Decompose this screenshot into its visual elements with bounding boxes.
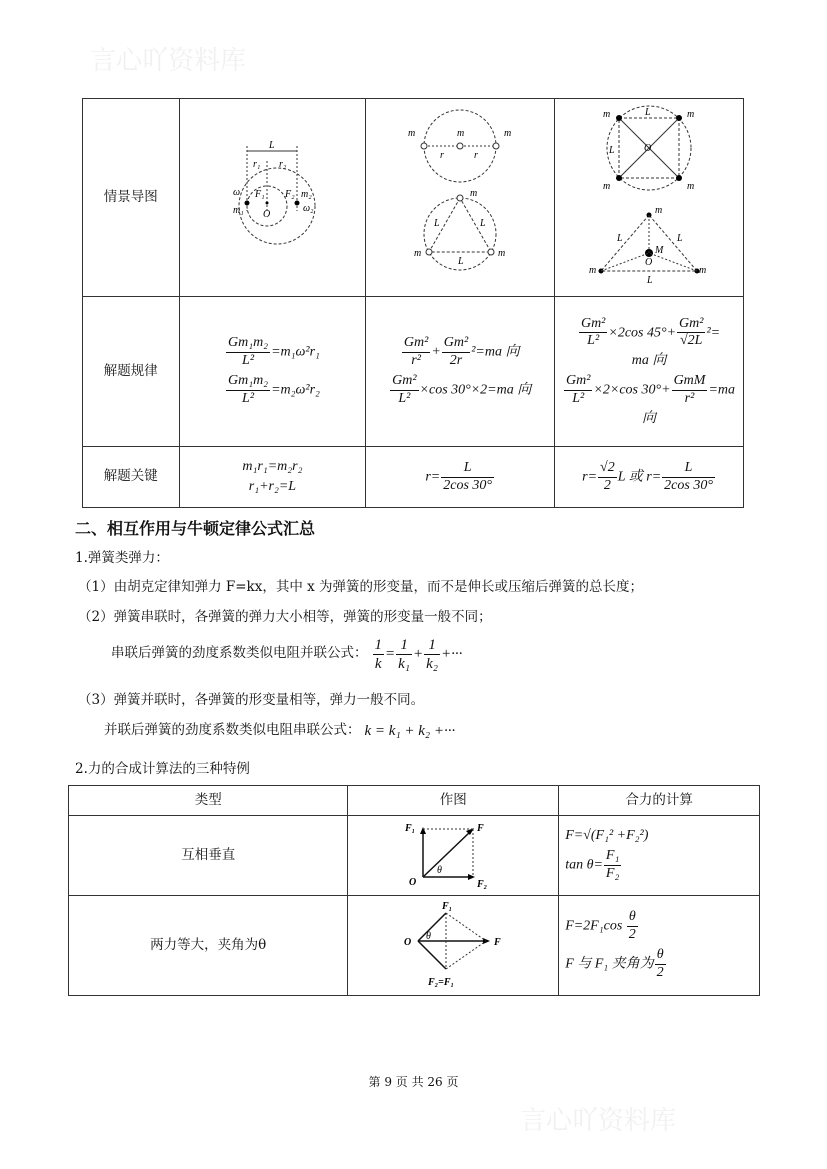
fraction xyxy=(655,947,666,982)
numerator: L xyxy=(441,460,494,478)
formula-text: ×2cos 45°+ xyxy=(608,325,677,341)
formula-text: r= xyxy=(582,469,598,485)
denominator: r² xyxy=(411,353,421,369)
fraction xyxy=(579,316,607,351)
formula-line xyxy=(565,848,759,883)
svg-text:L: L xyxy=(677,233,683,244)
svg-text:L: L xyxy=(609,145,615,156)
fraction xyxy=(627,909,638,944)
fraction xyxy=(424,636,440,673)
denominator: k xyxy=(374,655,382,672)
calc-cell xyxy=(559,896,760,996)
svg-text:O: O xyxy=(404,936,412,948)
formula-cell xyxy=(555,297,744,447)
formula-text: ²= xyxy=(706,325,721,341)
formula-line xyxy=(555,353,743,370)
paragraph: （3）弹簧并联时，各弹簧的形变量相等，弹力一般不同。 xyxy=(78,692,425,708)
denominator: L² xyxy=(572,390,585,406)
numerator: Gm² xyxy=(390,373,418,391)
denominator: r² xyxy=(684,390,695,406)
numerator: Gm² xyxy=(402,335,430,353)
svg-text:L: L xyxy=(434,217,440,229)
svg-text:O: O xyxy=(644,143,652,154)
type-cell: 互相垂直 xyxy=(69,816,348,896)
formula-cell xyxy=(179,447,366,508)
svg-text:m: m xyxy=(408,127,416,139)
paragraph: 2.力的合成计算法的三种特例 xyxy=(75,761,250,777)
svg-text:M: M xyxy=(655,245,664,256)
formula-line xyxy=(366,373,554,408)
formula-line xyxy=(366,335,554,370)
formula-line xyxy=(180,479,366,496)
formula-cell xyxy=(555,447,744,508)
svg-text:m: m xyxy=(699,265,707,276)
row-label: 解题关键 xyxy=(83,447,180,508)
svg-text:O: O xyxy=(409,876,417,888)
formula-text: = xyxy=(385,645,396,662)
svg-text:F: F xyxy=(494,936,501,948)
numerator: 1 xyxy=(424,636,440,655)
svg-text:θ: θ xyxy=(426,930,432,942)
series-spring-line xyxy=(111,634,462,674)
fraction xyxy=(672,373,708,408)
svg-text:m₁: m₁ xyxy=(233,204,245,216)
paragraph: 并联后弹簧的劲度系数类似电阻串联公式： xyxy=(104,722,361,739)
fraction xyxy=(442,335,470,370)
formula-line xyxy=(565,909,759,944)
row-label: 情景导图 xyxy=(83,99,180,297)
svg-text:ω: ω xyxy=(233,186,241,198)
fraction xyxy=(441,460,494,495)
calc-cell xyxy=(559,816,760,896)
svg-text:m: m xyxy=(589,265,597,276)
svg-text:L: L xyxy=(617,233,623,244)
denominator: F₂ xyxy=(605,865,620,881)
svg-text:L: L xyxy=(645,107,651,118)
formula-line xyxy=(555,316,743,351)
type-cell: 两力等大，夹角为θ xyxy=(69,896,348,996)
paragraph: （1）由胡克定律知弹力 F=kx，其中 x 为弹簧的形变量，而不是伸长或压缩后弹簧的总长度； xyxy=(78,579,644,595)
svg-text:m: m xyxy=(457,127,465,139)
formula-text: + xyxy=(431,344,441,360)
fraction xyxy=(226,335,270,370)
formula-line xyxy=(366,460,554,495)
column-header: 作图 xyxy=(348,786,559,816)
denominator: 2cos 30° xyxy=(664,477,713,493)
svg-text:m: m xyxy=(498,247,506,259)
formula-text: F 与 F₁ 夹角为 xyxy=(565,956,654,972)
formula-line xyxy=(565,947,759,982)
numerator: Gm² xyxy=(677,316,705,334)
diagram-quad-star xyxy=(555,99,744,297)
fraction xyxy=(373,636,385,673)
svg-text:r: r xyxy=(474,149,479,161)
svg-text:O: O xyxy=(263,208,271,220)
fraction xyxy=(677,316,705,351)
fraction xyxy=(402,335,430,370)
formula-cell xyxy=(366,447,555,508)
formula-line xyxy=(555,411,743,428)
parallel-spring-line xyxy=(104,720,455,742)
denominator: 2r xyxy=(449,353,463,369)
denominator: L² xyxy=(398,390,411,406)
star-systems-table xyxy=(82,98,744,508)
formula-text: =ma xyxy=(708,382,736,398)
diagram-triple-star xyxy=(366,99,555,297)
formula-line xyxy=(565,828,759,845)
formula-line xyxy=(555,460,743,495)
formula-text: ×cos 30°×2=ma 向 xyxy=(419,382,532,398)
series-spring-formula xyxy=(372,636,463,673)
formula-text: k = k₁ + k₂ +··· xyxy=(364,723,456,739)
svg-text:F: F xyxy=(477,822,484,834)
denominator: 2 xyxy=(628,927,636,943)
force-composition-table xyxy=(68,785,760,996)
denominator: L² xyxy=(242,353,255,369)
numerator: √2 xyxy=(598,460,617,478)
formula-text: ma 向 xyxy=(631,353,667,369)
svg-text:F₁: F₁ xyxy=(405,822,416,834)
svg-text:F₁: F₁ xyxy=(442,900,453,912)
formula-text: r= xyxy=(425,469,441,485)
svg-text:F₁: F₁ xyxy=(255,188,266,200)
paragraph: （2）弹簧串联时，各弹簧的弹力大小相等，弹簧的形变量一般不同； xyxy=(78,609,492,625)
formula-text: F=√(F₁² +F₂²) xyxy=(565,828,649,844)
fraction xyxy=(598,460,617,495)
denominator: k₁ xyxy=(398,655,410,672)
formula-line xyxy=(180,459,366,476)
numerator: Gm² xyxy=(442,335,470,353)
parallel-spring-formula xyxy=(365,722,456,740)
formula-line xyxy=(180,335,366,370)
denominator: k₂ xyxy=(426,655,438,672)
column-header: 类型 xyxy=(69,786,348,816)
formula-text: m₁r₁=m₂r₂ xyxy=(242,458,303,474)
paragraph: 1.弹簧类弹力： xyxy=(75,550,169,566)
paragraph: 串联后弹簧的劲度系数类似电阻并联公式： xyxy=(111,645,368,662)
diagram-perpendicular-forces xyxy=(348,816,559,896)
page-footer: 第 9 页 共 26 页 xyxy=(368,1075,459,1089)
formula-text: ²=ma 向 xyxy=(471,344,520,360)
numerator: L xyxy=(662,460,715,478)
svg-text:F₂: F₂ xyxy=(285,188,296,200)
svg-text:m: m xyxy=(687,109,695,120)
svg-text:m₂: m₂ xyxy=(301,188,313,200)
numerator: GmM xyxy=(672,373,708,391)
svg-text:O: O xyxy=(645,257,653,268)
svg-text:m: m xyxy=(504,127,512,139)
svg-text:m: m xyxy=(603,109,611,120)
numerator: Gm₁m₂ xyxy=(226,335,270,353)
formula-cell xyxy=(366,297,555,447)
svg-text:F₂=F₁: F₂=F₁ xyxy=(428,976,455,988)
fraction xyxy=(226,373,270,408)
row-label: 解题规律 xyxy=(83,297,180,447)
denominator: L² xyxy=(587,333,600,349)
denominator: L² xyxy=(242,390,255,406)
numerator: Gm² xyxy=(579,316,607,334)
svg-text:ω₂: ω₂ xyxy=(303,202,314,214)
watermark: 言心吖资料库 xyxy=(90,46,247,76)
svg-text:L: L xyxy=(647,275,653,286)
formula-text: +··· xyxy=(441,645,463,662)
svg-text:F₂: F₂ xyxy=(477,878,488,889)
fraction xyxy=(396,636,412,673)
denominator: √2L xyxy=(680,333,703,349)
fraction xyxy=(604,848,621,883)
svg-text:m: m xyxy=(414,247,422,259)
formula-text: L 或 r= xyxy=(617,469,662,485)
fraction xyxy=(390,373,418,408)
svg-text:L: L xyxy=(480,217,486,229)
numerator: θ xyxy=(655,947,666,965)
numerator: F₁ xyxy=(604,848,621,866)
section-title: 二、相互作用与牛顿定律公式汇总 xyxy=(75,519,316,538)
fraction xyxy=(564,373,592,408)
formula-text: r₁+r₂=L xyxy=(248,478,297,494)
numerator: θ xyxy=(627,909,638,927)
formula-text: F=2F₁cos xyxy=(565,918,626,934)
column-header: 合力的计算 xyxy=(559,786,760,816)
diagram-equal-forces xyxy=(348,896,559,996)
formula-line xyxy=(180,373,366,408)
fraction xyxy=(662,460,715,495)
denominator: 2 xyxy=(656,964,664,980)
formula-cell xyxy=(179,297,366,447)
svg-text:r₁: r₁ xyxy=(253,158,261,170)
formula-text: =m₂ω²r₂ xyxy=(271,382,320,398)
numerator: 1 xyxy=(396,636,412,655)
svg-text:m: m xyxy=(603,181,611,192)
diagram-binary-star xyxy=(179,99,366,297)
formula-text: ×2×cos 30°+ xyxy=(593,382,671,398)
svg-text:L: L xyxy=(458,255,464,267)
formula-text: 向 xyxy=(642,410,657,426)
svg-text:r₂: r₂ xyxy=(279,158,287,170)
numerator: 1 xyxy=(374,636,382,653)
denominator: 2 xyxy=(603,477,611,493)
formula-text: tan θ= xyxy=(565,857,603,873)
formula-text: + xyxy=(413,645,424,662)
svg-text:θ: θ xyxy=(437,864,443,876)
formula-text: =m₁ω²r₁ xyxy=(271,344,320,360)
svg-text:m: m xyxy=(655,205,663,216)
numerator: Gm² xyxy=(564,373,592,391)
formula-line xyxy=(555,373,743,408)
svg-text:r: r xyxy=(440,149,445,161)
svg-text:L: L xyxy=(269,139,275,151)
numerator: Gm₁m₂ xyxy=(226,373,270,391)
denominator: 2cos 30° xyxy=(443,477,493,493)
svg-text:m: m xyxy=(470,187,478,199)
svg-text:m: m xyxy=(687,181,695,192)
watermark: 言心吖资料库 xyxy=(520,1106,677,1136)
